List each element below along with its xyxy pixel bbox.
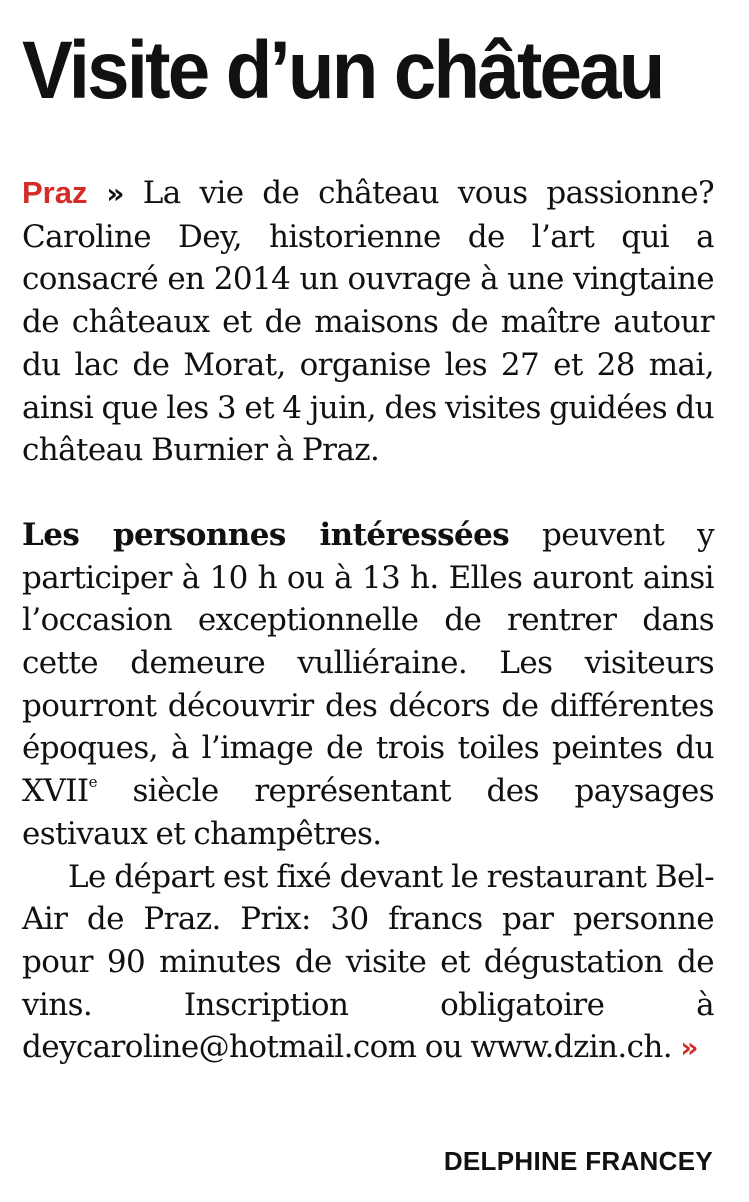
paragraph-practical xyxy=(22,856,714,1071)
paragraph-details xyxy=(22,514,714,856)
author-byline: DELPHINE FRANCEY xyxy=(443,1146,713,1176)
practical-text: Le départ est fixé devant le restaurant Bel-Air de Praz. Prix: 30 francs par personne pour 90 minutes de visite et dégustation de vins. Inscription obligatoire à deycaroline@hotmail.com ou www.dzin.ch. xyxy=(22,858,714,1066)
details-text-end: siècle représentant des paysages estivaux et champêtres. xyxy=(22,773,714,852)
article xyxy=(22,0,714,1070)
paragraph-intro xyxy=(22,172,714,472)
details-text: peuvent y participer à 10 h ou à 13 h. Elles auront ainsi l’occasion exceptionnelle de rentrer dans cette demeure vulliéraine. Les visiteurs pourront découvrir des décors de différentes époques, à l’image de trois toiles peintes du XVII xyxy=(22,516,714,810)
end-mark-icon: » xyxy=(680,1031,698,1065)
headline: Visite d’un château xyxy=(22,25,663,116)
chevron-icon: » xyxy=(106,177,124,210)
bold-lead-in: Les personnes intéressées xyxy=(22,516,510,553)
location-lead: Praz xyxy=(22,175,88,210)
superscript-e: e xyxy=(88,773,97,792)
intro-text: La vie de château vous passionne? Caroline Dey, historienne de l’art qui a consacré en 2014 un ouvrage à une vingtaine de châteaux et de maisons de maître autour du lac de Morat, organise les 27 et 28 mai, ainsi que les 3 et 4 juin, des visites guidées du château Burnier à Praz. xyxy=(22,175,715,469)
